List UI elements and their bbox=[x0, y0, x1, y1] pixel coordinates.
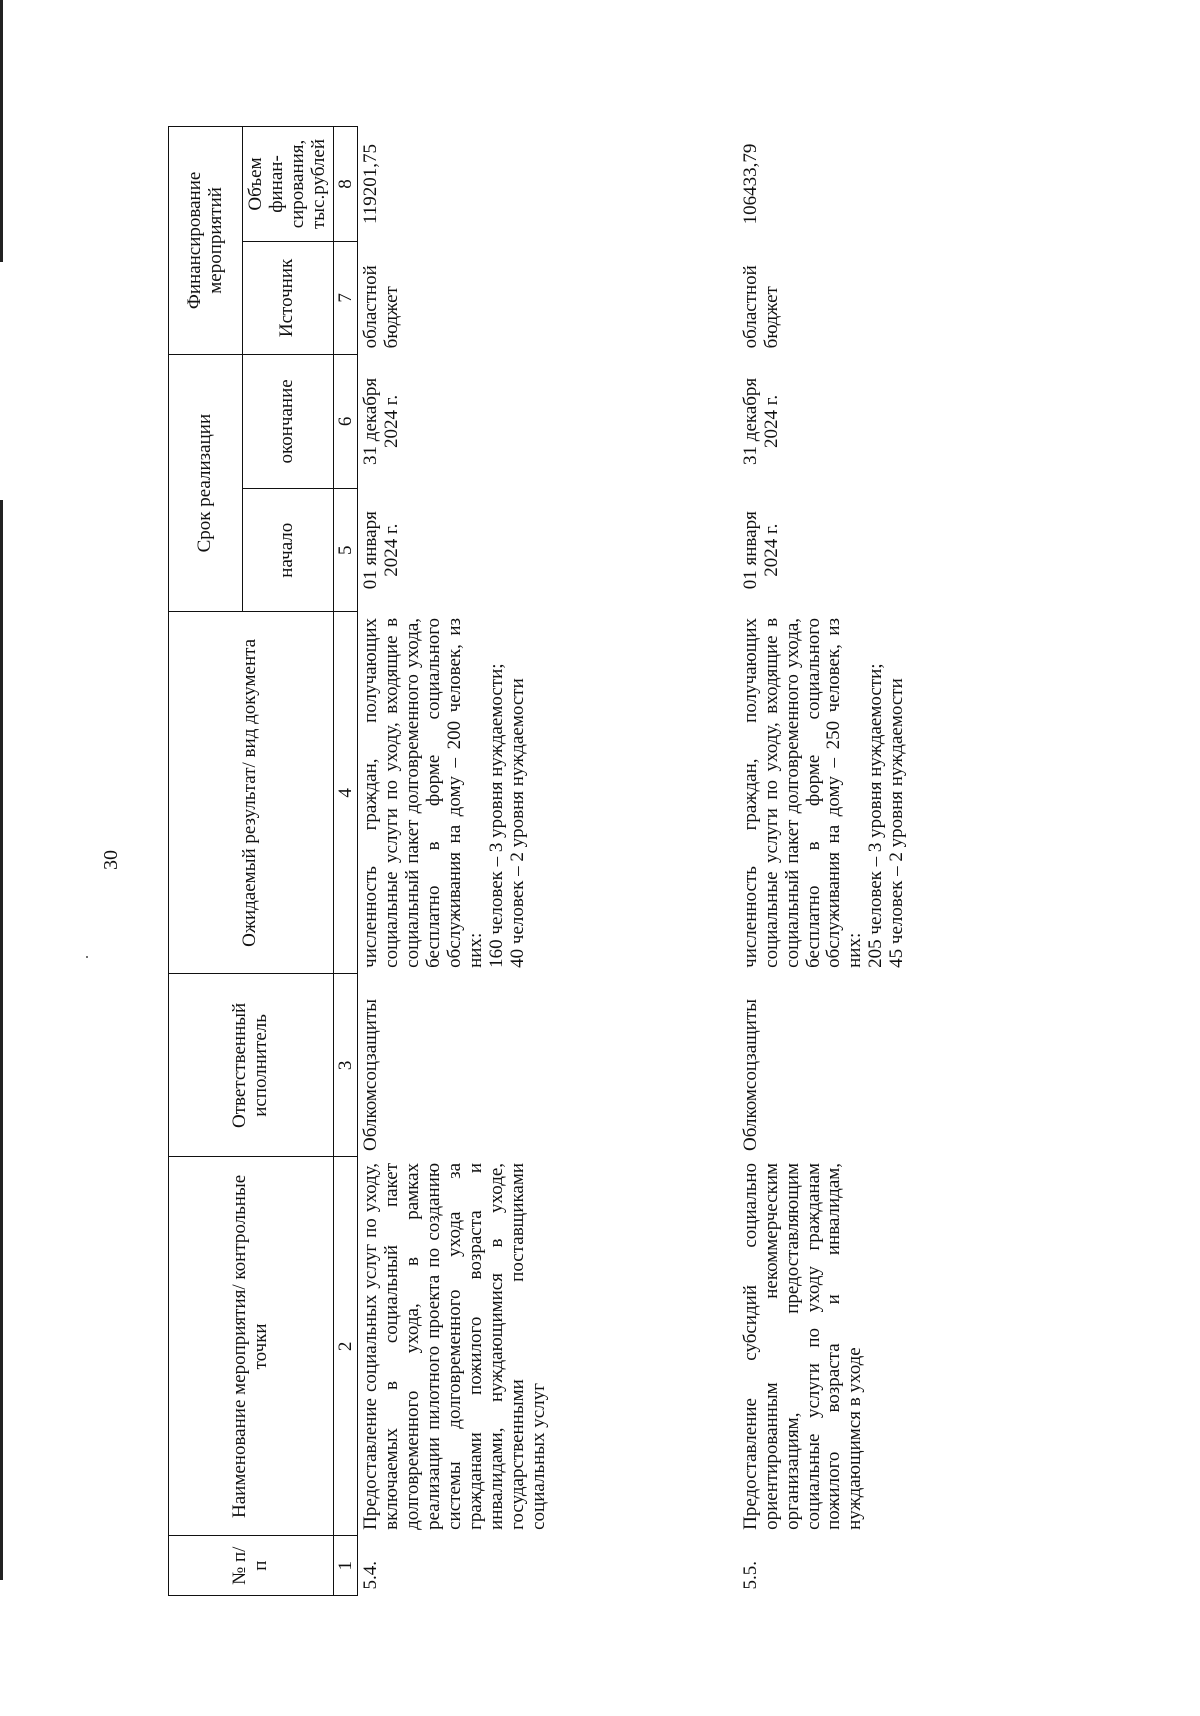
table-row bbox=[738, 127, 911, 1596]
row-name: Предоставление социальных услуг по уходу, включаемых в социальный пакет долговременного ухода, в рамках реализации пилотного проекта по созданию системы долговременного ухода за гражданами пожилого возраста и инвалидами, нуждающимися в уходе, государственными поставщиками социальных услуг bbox=[360, 1162, 549, 1530]
header-financing: Финансирование мероприятий bbox=[169, 127, 243, 355]
column-number: 5 bbox=[333, 488, 358, 611]
header-period: Срок реализации bbox=[169, 354, 243, 612]
row-result: численность граждан, получающих социальные услуги по уходу, входящие в социальный пакет долговременного ухода, бесплатно в форме социального обслуживания на дому – 200 человек, из них: 160 человек – 3 уровня нуждаемости; 40 человек – 2 уровня нуждаемости bbox=[360, 617, 528, 968]
column-number: 7 bbox=[333, 242, 358, 355]
column-number: 2 bbox=[333, 1157, 358, 1536]
row-name: Предоставление субсидий социально ориентированным некоммерческим организациям, предоставляющим социальные услуги по уходу гражданам пожилого возраста и инвалидам, нуждающимся в уходе bbox=[739, 1162, 866, 1530]
row-start: 01 января 2024 г. bbox=[739, 511, 782, 590]
header-start: начало bbox=[243, 488, 334, 611]
page-number: 30 bbox=[100, 850, 122, 870]
header-responsible: Ответственный исполнитель bbox=[169, 974, 334, 1157]
row-start: 01 января 2024 г. bbox=[360, 511, 403, 590]
row-num: 5.4. bbox=[360, 1561, 382, 1590]
column-number: 4 bbox=[333, 612, 358, 974]
row-end: 31 декабря 2024 г. bbox=[739, 377, 782, 465]
row-source: областной бюджет bbox=[739, 265, 782, 349]
row-responsible: Облкомсоцзащиты bbox=[739, 998, 761, 1151]
column-number: 3 bbox=[333, 974, 358, 1157]
row-end: 31 декабря 2024 г. bbox=[360, 377, 403, 465]
column-number: 6 bbox=[333, 354, 358, 488]
header-source: Источник bbox=[243, 242, 334, 355]
table-row bbox=[358, 127, 738, 1596]
header-name: Наименование мероприятия/ контрольные точки bbox=[169, 1157, 334, 1536]
row-amount: 119201,75 bbox=[360, 143, 382, 225]
column-number: 1 bbox=[333, 1536, 358, 1596]
row-responsible: Облкомсоцзащиты bbox=[360, 998, 382, 1151]
header-result: Ожидаемый результат/ вид документа bbox=[169, 612, 334, 974]
column-number-row bbox=[333, 127, 358, 1596]
activities-table bbox=[168, 126, 911, 1596]
row-amount: 106433,79 bbox=[739, 143, 761, 225]
row-source: областной бюджет bbox=[360, 265, 403, 349]
header-end: окончание bbox=[243, 354, 334, 488]
row-result: численность граждан, получающих социальные услуги по уходу, входящие в социальный пакет долговременного ухода, бесплатно в форме социального обслуживания на дому – 250 человек, из них: 205 человек – 3 уровня нуждаемости; 45 человек – 2 уровня нуждаемости bbox=[739, 617, 908, 968]
row-num: 5.5. bbox=[739, 1561, 761, 1590]
header-amount: Объем финан-сирования, тыс.рублей bbox=[243, 127, 334, 242]
column-number: 8 bbox=[333, 127, 358, 242]
header-num: № п/п bbox=[169, 1536, 334, 1596]
